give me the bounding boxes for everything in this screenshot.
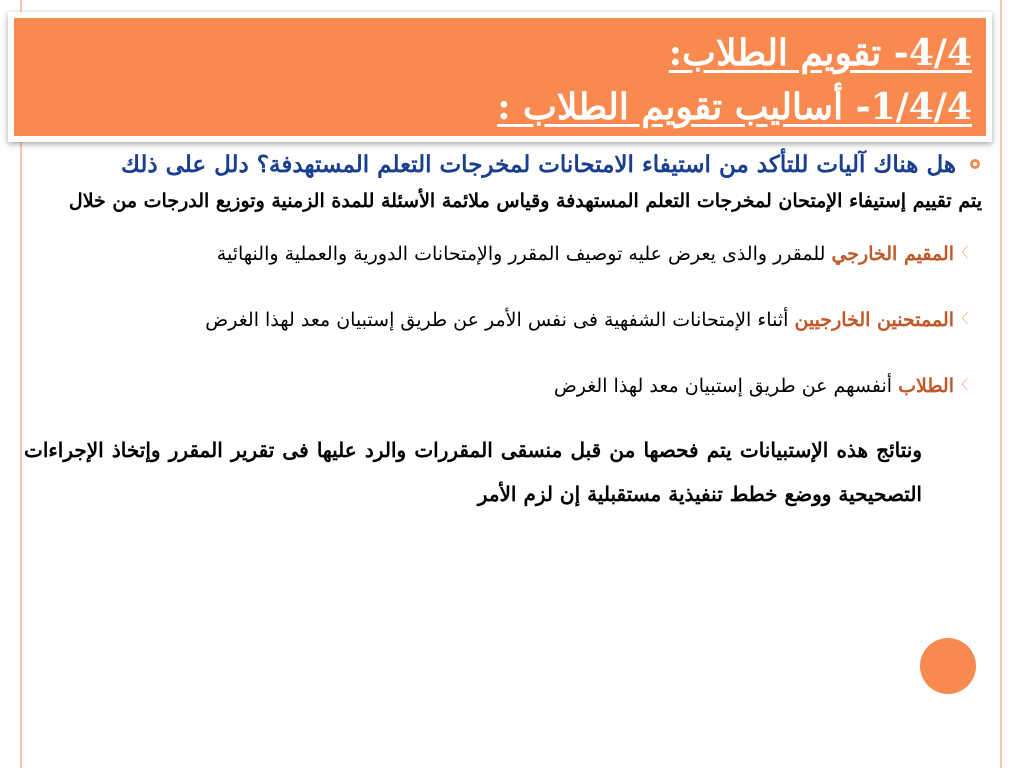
list-item [24,226,982,282]
ring-bullet-icon [970,159,980,169]
item-text: للمقرر والذى يعرض عليه توصيف المقرر والإمتحانات الدورية والعملية والنهائية [216,243,832,265]
right-decorative-line [1000,0,1002,768]
item-highlight: الطلاب [898,375,954,397]
slide-title-line-1: 4/4- تقويم الطلاب: [668,32,972,74]
orange-circle-decoration [920,638,976,694]
slide-content [24,150,982,516]
item-highlight: الممتحنين الخارجيين [794,309,954,331]
item-highlight: المقيم الخارجي [831,243,954,265]
arrow-bullet-icon: 〉 [954,378,968,393]
item-text: أنفسهم عن طريق إستبيان معد لهذا الغرض [553,375,899,397]
question-bullet [24,150,982,180]
question-text: هل هناك آليات للتأكد من استيفاء الامتحانات لمخرجات التعلم المستهدفة؟ دلل على ذلك [120,151,956,178]
item-text: أثناء الإمتحانات الشفهية فى نفس الأمر عن طريق إستبيان معد لهذا الغرض [205,309,795,331]
closing-paragraph: ونتائج هذه الإستبيانات يتم فحصها من قبل منسقى المقررات والرد عليها فى تقرير المقرر وإتخاذ الإجراءات التصحيحية ووضع خطط تنفيذية مستقبلية إن لزم الأمر [24,438,922,506]
slide-title-box [8,12,992,142]
arrow-bullet-icon: 〉 [954,246,968,261]
arrow-bullet-icon: 〉 [954,312,968,327]
list-item [24,358,982,414]
slide-title-line-2: 1/4/4- أساليب تقويم الطلاب : [497,86,972,128]
list-item [24,292,982,348]
intro-paragraph: يتم تقييم إستيفاء الإمتحان لمخرجات التعلم المستهدفة وقياس ملائمة الأسئلة للمدة الزمنية وتوزيع الدرجات من خلال [68,190,982,212]
